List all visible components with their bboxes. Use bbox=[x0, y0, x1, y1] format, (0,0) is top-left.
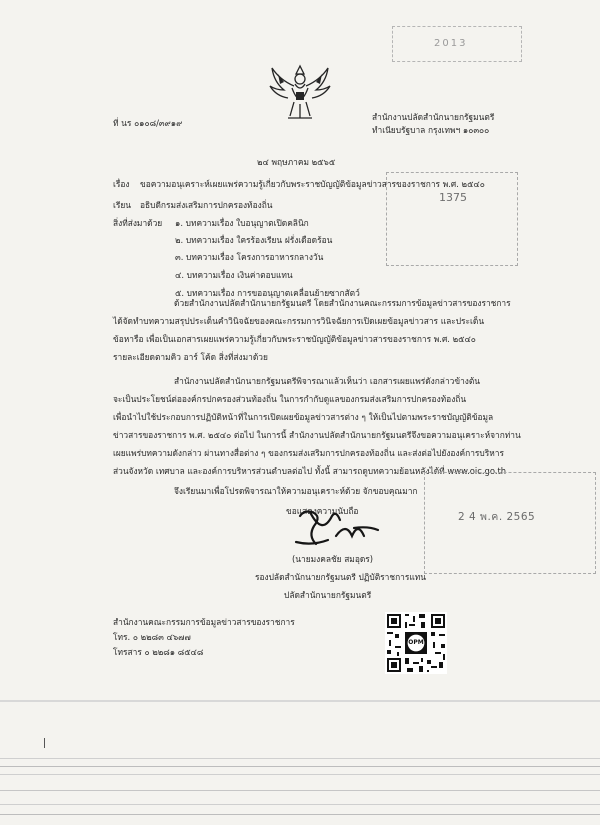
scan-line bbox=[0, 774, 600, 775]
footer-fax: โทรสาร ๐ ๒๒๘๑ ๘๕๔๘ bbox=[113, 647, 204, 657]
recipient-text: อธิบดีกรมส่งเสริมการปกครองท้องถิ่น bbox=[140, 200, 273, 210]
enclosures-label: สิ่งที่ส่งมาด้วย bbox=[113, 218, 163, 228]
qr-code bbox=[385, 612, 447, 674]
scan-line bbox=[0, 700, 600, 702]
paragraph-1-line: ข้อหารือ เพื่อเป็นเอกสารเผยแพร่ความรู้เกี่ยวกับพระราชบัญญัติข้อมูลข่าวสารของราชการ พ.ศ. ๒๕๔๐ bbox=[113, 334, 476, 344]
scan-line bbox=[0, 814, 600, 815]
paragraph-1-line: ได้จัดทำบทความสรุปประเด็นคำวินิจฉัยของคณะกรรมการวินิจฉัยการเปิดเผยข้อมูลข่าวสาร และประเด็น bbox=[113, 316, 485, 326]
enclosure-item: ๓. บทความเรื่อง โครงการอาหารกลางวัน bbox=[175, 252, 324, 262]
paragraph-2-line: สำนักงานปลัดสำนักนายกรัฐมนตรีพิจารณาแล้วเห็นว่า เอกสารเผยแพร่ดังกล่าวข้างต้น bbox=[174, 376, 481, 386]
enclosure-item: ๔. บทความเรื่อง เงินค่าตอบแทน bbox=[175, 270, 293, 280]
office-name: สำนักงานปลัดสำนักนายกรัฐมนตรี bbox=[372, 112, 495, 122]
register-number: 1375 bbox=[439, 191, 467, 204]
qr-logo-label: OPM bbox=[408, 639, 424, 646]
enclosure-item: ๑. บทความเรื่อง ใบอนุญาตเปิดคลินิก bbox=[175, 218, 309, 228]
received-date: 2 4 พ.ค. 2565 bbox=[458, 511, 536, 523]
register-stamp bbox=[386, 172, 518, 266]
signer-title: รองปลัดสำนักนายกรัฐมนตรี ปฏิบัติราชการแทน bbox=[255, 572, 426, 582]
paragraph-1-line: รายละเอียดตามคิว อาร์ โค้ด สิ่งที่ส่งมาด้วย bbox=[113, 352, 268, 362]
scan-line bbox=[0, 758, 600, 759]
regards-text: ขอแสดงความนับถือ bbox=[286, 506, 359, 516]
paragraph-2-line: ข่าวสารของราชการ พ.ศ. ๒๕๔๐ ต่อไป ในการนี้ สำนักงานปลัดสำนักนายกรัฐมนตรีจึงขอความอนุเคราะห์จากท่าน bbox=[113, 430, 521, 440]
signer-title: ปลัดสำนักนายกรัฐมนตรี bbox=[284, 590, 372, 600]
office-address: ทำเนียบรัฐบาล กรุงเทพฯ ๑๐๓๐๐ bbox=[372, 125, 490, 135]
paragraph-2-line: ส่วนจังหวัด เทศบาล และองค์การบริหารส่วนตำบลต่อไป ทั้งนี้ สามารถดูบทความย้อนหลังได้ที่ www.oic.go.th bbox=[113, 466, 507, 476]
signer-name: (นายมงคลชัย สมอุดร) bbox=[292, 554, 374, 564]
paragraph-2-line: เผยแพร่บทความดังกล่าว ผ่านทางสื่อต่าง ๆ ของกรมส่งเสริมการปกครองท้องถิ่น และส่งต่อไปยังองค์การบริหาร bbox=[113, 448, 504, 458]
handwritten-signature bbox=[292, 506, 392, 552]
paragraph-2-line: จะเป็นประโยชน์ต่อองค์กรปกครองส่วนท้องถิ่น ในการกำกับดูแลของกรมส่งเสริมการปกครองท้องถิ่น bbox=[113, 394, 467, 404]
subject-label: เรื่อง bbox=[113, 179, 130, 189]
garuda-emblem-icon bbox=[266, 62, 334, 124]
scan-line bbox=[0, 766, 600, 767]
enclosure-item: ๒. บทความเรื่อง ใครร้องเรียน ฝรั่งเดือดร้อน bbox=[175, 235, 333, 245]
reference-number: ที่ นร ๐๑๐๘/๓๙๑๙ bbox=[113, 118, 183, 128]
footer-organization: สำนักงานคณะกรรมการข้อมูลข่าวสารของราชการ bbox=[113, 617, 295, 627]
scan-line bbox=[0, 790, 600, 791]
left-edge-mark bbox=[44, 738, 45, 748]
paragraph-1-line: ด้วยสำนักงานปลัดสำนักนายกรัฐมนตรี โดยสำนักงานคณะกรรมการข้อมูลข่าวสารของราชการ bbox=[174, 298, 511, 308]
paragraph-2-line: เพื่อนำไปใช้ประกอบการปฏิบัติหน้าที่ในการเปิดเผยข้อมูลข่าวสารต่าง ๆ ให้เป็นไปตามพระราชบัญญัติข้อมูล bbox=[113, 412, 494, 422]
enclosure-item: ๕. บทความเรื่อง การขออนุญาตเคลื่อนย้ายซากสัตว์ bbox=[175, 288, 360, 298]
scan-line bbox=[0, 804, 600, 805]
closing-line: จึงเรียนมาเพื่อโปรดพิจารณาให้ความอนุเคราะห์ด้วย จักขอบคุณมาก bbox=[174, 486, 418, 496]
top-right-stamp-text: 2013 bbox=[434, 38, 468, 49]
received-stamp bbox=[424, 472, 596, 574]
recipient-label: เรียน bbox=[113, 200, 131, 210]
subject-text: ขอความอนุเคราะห์เผยแพร่ความรู้เกี่ยวกับพระราชบัญญัติข้อมูลข่าวสารของราชการ พ.ศ. ๒๕๔๐ bbox=[140, 179, 485, 189]
footer-telephone: โทร. ๐ ๒๒๘๓ ๔๖๗๗ bbox=[113, 632, 191, 642]
letter-date: ๒๔ พฤษภาคม ๒๕๖๕ bbox=[257, 157, 336, 167]
